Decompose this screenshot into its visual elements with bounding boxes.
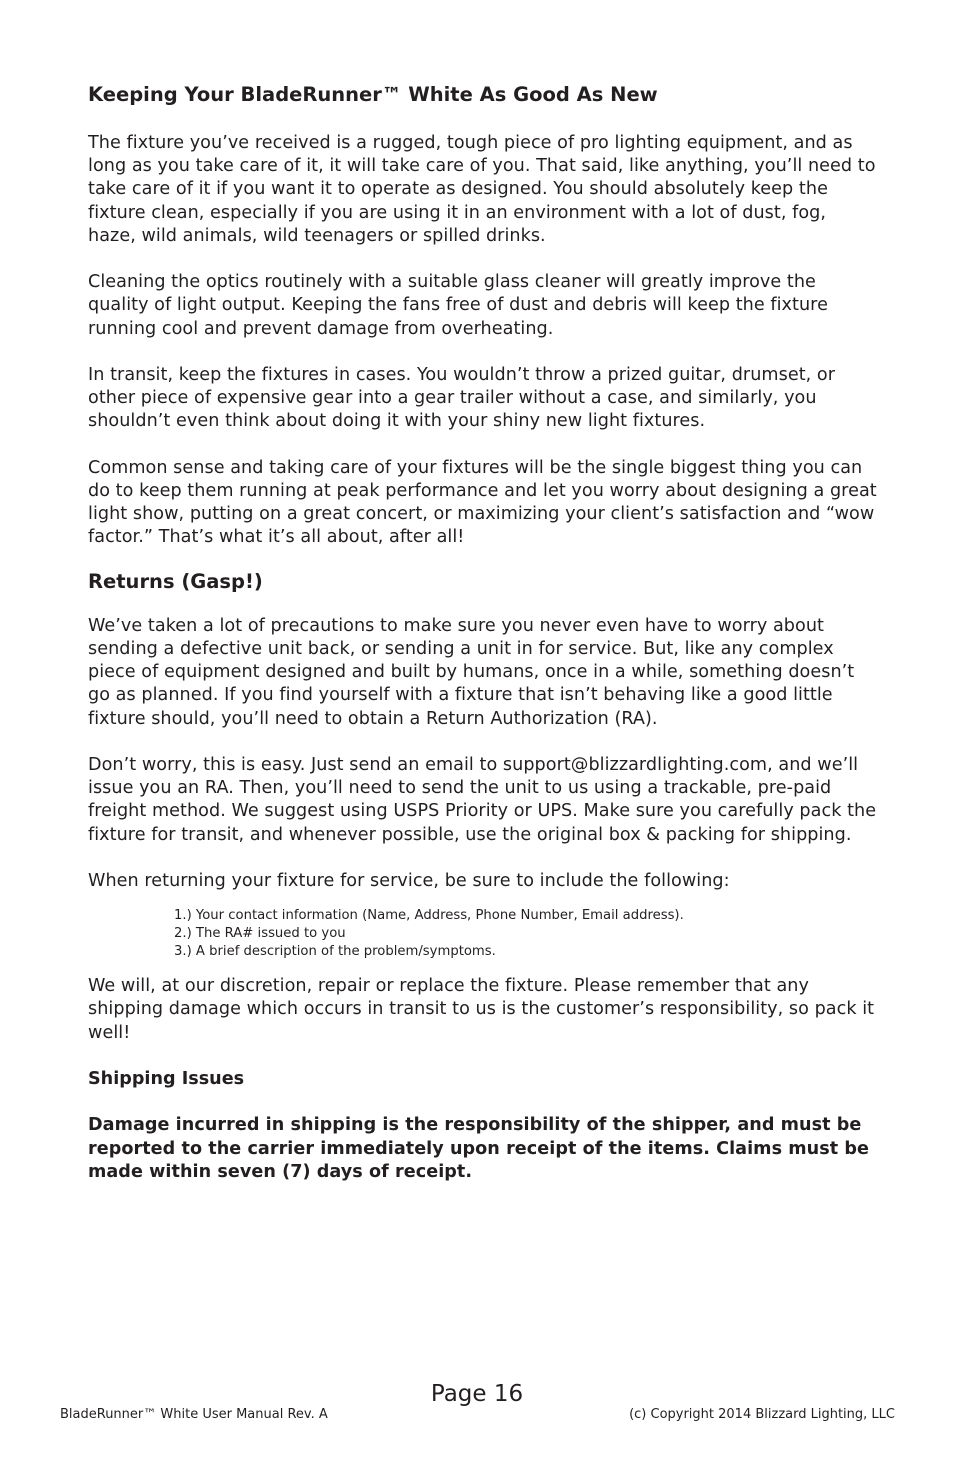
returns-closing-paragraph: We will, at our discretion, repair or replace the fixture. Please remember that any shipping damage which occurs in transit to us is the customer’s responsibility, so pack it well! bbox=[88, 976, 875, 1043]
returns-paragraph-3: When returning your fixture for service, be sure to include the following: bbox=[88, 871, 730, 891]
section-title-returns: Returns (Gasp!) bbox=[88, 569, 263, 593]
page-number: Page 16 bbox=[430, 1381, 524, 1407]
shipping-paragraph: Damage incurred in shipping is the responsibility of the shipper, and must be reported to the carrier immediately upon receipt of the items. Claims must be made within seven (7) days of receipt. bbox=[88, 1115, 870, 1182]
footer-copyright: (c) Copyright 2014 Blizzard Lighting, LLC bbox=[629, 1407, 895, 1422]
return-items-list bbox=[174, 907, 878, 961]
section-title-care: Keeping Your BladeRunner™ White As Good As New bbox=[88, 83, 658, 106]
care-paragraph-4: Common sense and taking care of your fixtures will be the single biggest thing you can do to keep them running at peak performance and let you worry about designing a great light show, putting on a great concert, or maximizing your client’s satisfaction and “wow factor.” That’s what it’s all about, after all! bbox=[88, 457, 877, 548]
returns-paragraph-2: Don’t worry, this is easy. Just send an email to support@blizzardlighting.com, and we’ll issue you an RA. Then, you’ll need to send the unit to us using a trackable, pre-paid freight method. We suggest using USPS Priority or UPS. Make sure you carefully pack the fixture for transit, and whenever possible, use the original box & packing for shipping. bbox=[88, 755, 877, 845]
list-item: 3.) A brief description of the problem/symptoms. bbox=[174, 944, 496, 960]
returns-paragraph-1: We’ve taken a lot of precautions to make sure you never even have to worry about sending a defective unit back, or sending a unit in for service. But, like any complex piece of equipment designed and built by humans, once in a while, something doesn’t go as planned. If you find yourself with a fixture that isn’t behaving like a good little fixture should, you’ll need to obtain a Return Authorization (RA). bbox=[88, 615, 855, 729]
section-title-shipping: Shipping Issues bbox=[88, 1069, 245, 1089]
list-item: 1.) Your contact information (Name, Address, Phone Number, Email address). bbox=[174, 908, 684, 924]
page-content bbox=[88, 80, 878, 1207]
care-paragraph-2: Cleaning the optics routinely with a suitable glass cleaner will greatly improve the quality of light output. Keeping the fans free of dust and debris will keep the fixture running cool and prevent damage from overheating. bbox=[88, 272, 828, 339]
care-paragraph-3: In transit, keep the fixtures in cases. You wouldn’t throw a prized guitar, drumset, or other piece of expensive gear into a gear trailer without a case, and similarly, you shouldn’t even think about doing it with your shiny new light fixtures. bbox=[88, 365, 836, 432]
list-item: 2.) The RA# issued to you bbox=[174, 926, 346, 942]
footer-manual-title: BladeRunner™ White User Manual Rev. A bbox=[60, 1407, 328, 1422]
care-paragraph-1: The fixture you’ve received is a rugged, tough piece of pro lighting equipment, and as long as you take care of it, it will take care of you. That said, like anything, you’ll need to take care of it if you want it to operate as designed. You should absolutely keep the fixture clean, especially if you are using it in an environment with a lot of dust, fog, haze, wild animals, wild teenagers or spilled drinks. bbox=[88, 133, 876, 246]
